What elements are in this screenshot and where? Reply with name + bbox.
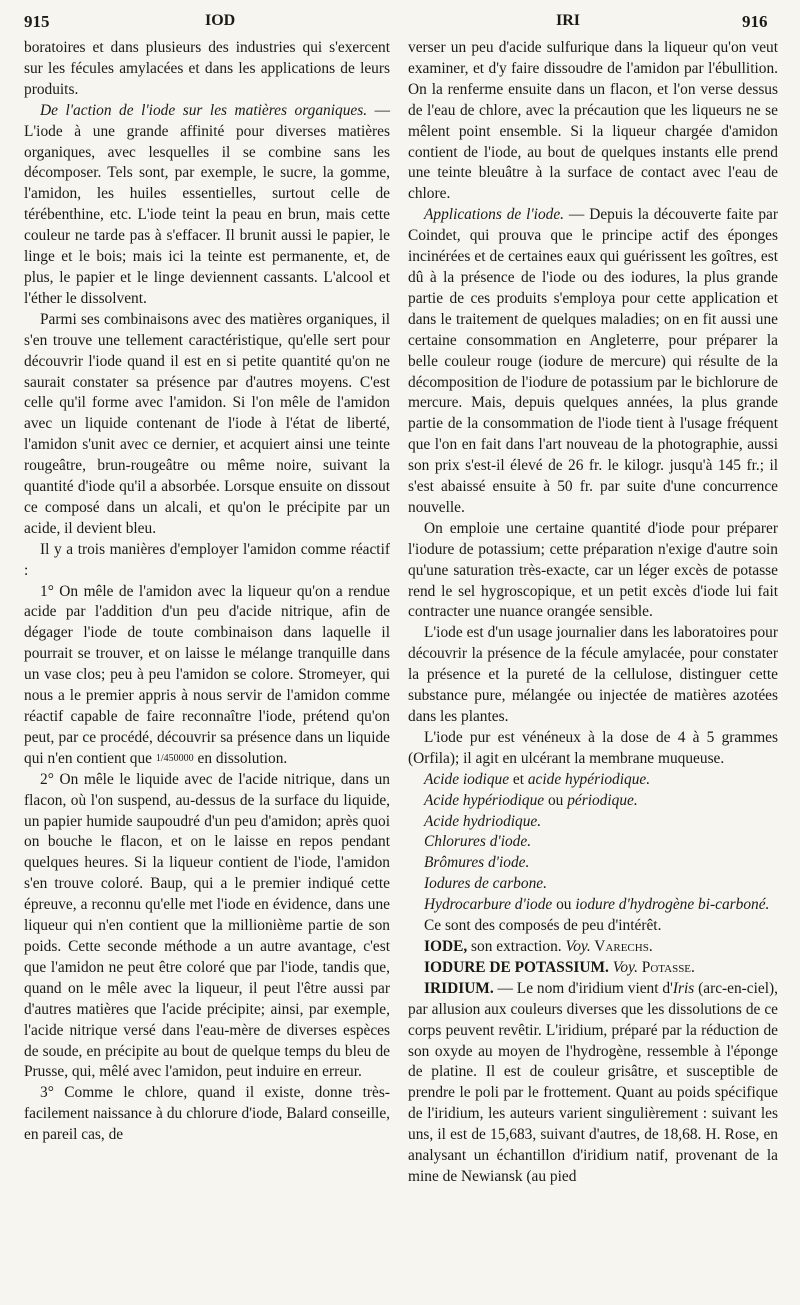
section-title: De l'action de l'iode sur les matières organiques. — [40, 101, 368, 119]
compound-entry — [408, 770, 778, 791]
right-page-number: 916 — [742, 12, 768, 31]
entry-text: (arc-en-ciel), par allusion aux couleurs diverses que les dissolutions de ce corps peuvent revêtir. L'iridium, préparé par la réduction de son oxyde au moyen de l'hydrogène, ressemble à l'éponge de platine. Il est de couleur grisâtre, et susceptible de prendre le poli par le frottement. Quant au poids spécifique de l'iridium, les auteurs varient singulièrement : suivant les uns, il est de 15,683, suivant d'autres, de 18,68. H. Rose, en analysant un échantillon d'iridium natif, provenant de la mine de Newiansk (au pied — [408, 979, 778, 1185]
entry-iode — [408, 937, 778, 958]
connector: ou — [552, 896, 576, 914]
entry-headword: IODURE DE POTASSIUM. — [424, 958, 609, 976]
paragraph-text: 1° On mêle de l'amidon avec la liqueur qu'on a rendue acide par l'addition d'un peu d'acide nitrique, afin de dégager l'iode de toute combinaison dans laquelle il pourrait se trouver, et on laisse le mélange tranquille dans un vase clos; peu à peu l'amidon se colore. Stromeyer, qui nous a le premier appris à nous servir de l'amidon comme réactif capable de faire reconnaître l'iode, prétend qu'on peut, par ce procédé, découvrir sa présence dans un liquide qui n'en contient que — [24, 582, 390, 767]
entry-text: — Le nom d'iridium vient d' — [493, 979, 673, 997]
compound-name: Acide hypériodique — [424, 791, 545, 809]
left-page-number: 915 — [24, 12, 50, 31]
right-running-title: IRI — [556, 12, 581, 29]
fraction: 1/450000 — [155, 752, 194, 764]
compound-name: acide hypériodique. — [527, 770, 651, 788]
cross-ref-label: Voy. — [612, 958, 638, 976]
running-header — [0, 4, 800, 34]
paragraph: On emploie une certaine quantité d'iode pour préparer l'iodure de potassium; cette préparation n'exige d'autre soin qu'une saturation très-exacte, car un léger excès de potasse rend le sel hygroscopique, et un petit excès d'iode lui fait contracter une nuance orangée sensible. — [408, 519, 778, 621]
connector: ou — [544, 791, 568, 809]
paragraph: 3° Comme le chlore, quand il existe, donne très-facilement naissance à du chlorure d'iode, Balard conseille, en pareil cas, de — [24, 1084, 390, 1144]
compound-name: Acide iodique — [424, 770, 510, 788]
paragraph-text: — Depuis la découverte faite par Coindet, qui prouva que le principe actif des éponges incinérées et de certaines eaux qui guérissent les goîtres, est dû à la présence de l'iode ou des iodures, la plus grande partie de ces produits s'employa pour cette application et dans le traitement de quelques maladies; on en fit aussi une certaine consommation en Angleterre, pour préparer la belle couleur rouge (iodure de mercure) qui résulte de la décomposition de l'iodure de potassium par le bichlorure de mercure. Mais, depuis quelques années, la plus grande partie de la consommation de l'iode tient à l'usage fréquent que l'on en fait dans l'art nouveau de la photographie, aussi son prix s'est-il élevé de 26 fr. le kilogr. jusqu'à 145 fr.; il s'est abaissé ensuite à 50 fr. par suite d'une concurrence nouvelle. — [408, 206, 778, 516]
compound-entry: Chlorures d'iode. — [424, 833, 532, 851]
connector: et — [509, 770, 528, 788]
paragraph-text: en dissolution. — [193, 749, 288, 767]
paragraph: Il y a trois manières d'employer l'amidon comme réactif : — [24, 540, 390, 579]
paragraph: 2° On mêle le liquide avec de l'acide nitrique, dans un flacon, où l'on suspend, au-dessus de la surface du liquide, un papier humide saupoudré d'un peu d'amidon; après quoi on bouche le flacon, et on le laisse en repos pendant quelques heures. Si la liqueur contient de l'iode, l'amidon s'en trouve coloré. Baup, qui a le premier indiqué cette épreuve, a reconnu qu'elle met l'iode en évidence, dans une liqueur qui n'en contient que la millionième partie de son poids. Cette seconde méthode a un autre avantage, c'est que l'amidon ne peut être coloré que par l'iode, tandis que, quand on le mêle avec la liqueur, il peut l'être aussi par d'autres matières que l'acide précipite; ainsi, par exemple, l'acide nitrique versé dans l'eau-mère de diverses espèces de soude, en précipite au bout de quelque temps du bleu de Prusse, qui, mêlé avec l'amidon, peut induire en erreur. — [24, 770, 390, 1081]
paragraph — [24, 582, 390, 770]
entry-iodure — [408, 958, 778, 979]
entry-headword: IRIDIUM. — [424, 979, 494, 997]
paragraph: L'iode est d'un usage journalier dans les laboratoires pour découvrir la présence de la fécule amylacée, pour constater la présence et la pureté de la cellulose, distinguer cette substance pure, mélangée ou injectée de matières azotées dans les plantes. — [408, 624, 778, 725]
compound-name: périodique. — [567, 791, 638, 809]
compound-entry: Acide hydriodique. — [424, 812, 542, 830]
paragraph-text: — L'iode à une grande affinité pour diverses matières organiques, avec lesquelles il se combine sans les décomposer. Tels sont, par exemple, le sucre, la gomme, l'amidon, les huiles essentielles, surtout celle de térébenthine, etc. L'iode teint la peau en brun, mais cette couleur ne tarde pas à s'effacer. Il brunit aussi le papier, le linge et le bois; mais ici la teinte est permanente, et, de plus, le papier et le linge deviennent cassants. L'alcool et l'éther le dissolvent. — [24, 101, 390, 307]
paragraph — [24, 101, 390, 310]
entry-headword: IODE, — [424, 937, 468, 955]
section-title: Applications de l'iode. — [424, 206, 565, 224]
compound-name: iodure d'hydrogène bi-carboné. — [575, 896, 770, 914]
compound-entry: Iodures de carbone. — [424, 875, 547, 893]
cross-ref-target: Potasse. — [637, 958, 695, 976]
paragraph: verser un peu d'acide sulfurique dans la liqueur qu'on veut examiner, et d'y faire dissoudre de l'amidon par l'ébullition. On la renferme ensuite dans un flacon, et l'on verse dessus de l'eau de chlore, avec la précaution que les liqueurs ne se mêlent point ensemble. Si la liqueur chargée d'amidon contient de l'iode, au bout de quelques instants elle prend une teinte bleuâtre à la surface de contact avec l'eau de chlore. — [408, 39, 778, 203]
compound-entry — [408, 895, 778, 916]
compound-entry: Brômures d'iode. — [424, 854, 530, 872]
paragraph: boratoires et dans plusieurs des industries qui s'exercent sur les fécules amylacées et dans les applications de leurs produits. — [24, 39, 390, 98]
paragraph: Parmi ses combinaisons avec des matières organiques, il s'en trouve une tellement caractéristique, qu'elle sert pour découvrir l'iode quand il est en si petite quantité qu'on ne saurait constater sa présence par d'autres moyens. C'est celle qu'il forme avec l'amidon. Si l'on mêle de l'amidon avec un liquide contenant de l'iode à l'état de liberté, l'amidon s'unit avec ce dernier, et acquiert ainsi une teinte rougeâtre, brun-rougeâtre ou même noire, suivant la quantité d'iode qu'il a absorbée. Lorsque ensuite on dissout ce composé dans un alcali, et qu'on le précipite par un acide, il devient bleu. — [24, 310, 390, 537]
left-running-title: IOD — [205, 12, 236, 29]
compound-name: Hydrocarbure d'iode — [424, 896, 553, 914]
right-column — [408, 38, 778, 1188]
cross-ref-target: Varechs. — [590, 937, 653, 955]
cross-ref-label: Voy. — [565, 937, 591, 955]
left-column — [24, 38, 390, 1146]
compound-entry — [408, 791, 778, 812]
paragraph — [408, 205, 778, 519]
etymon: Iris — [672, 979, 695, 997]
paragraph: L'iode pur est vénéneux à la dose de 4 à 5 grammes (Orfila); il agit en ulcérant la membrane muqueuse. — [408, 728, 778, 767]
paragraph: Ce sont des composés de peu d'intérêt. — [424, 917, 662, 935]
entry-iridium — [408, 979, 778, 1188]
entry-text: son extraction. — [467, 937, 566, 955]
